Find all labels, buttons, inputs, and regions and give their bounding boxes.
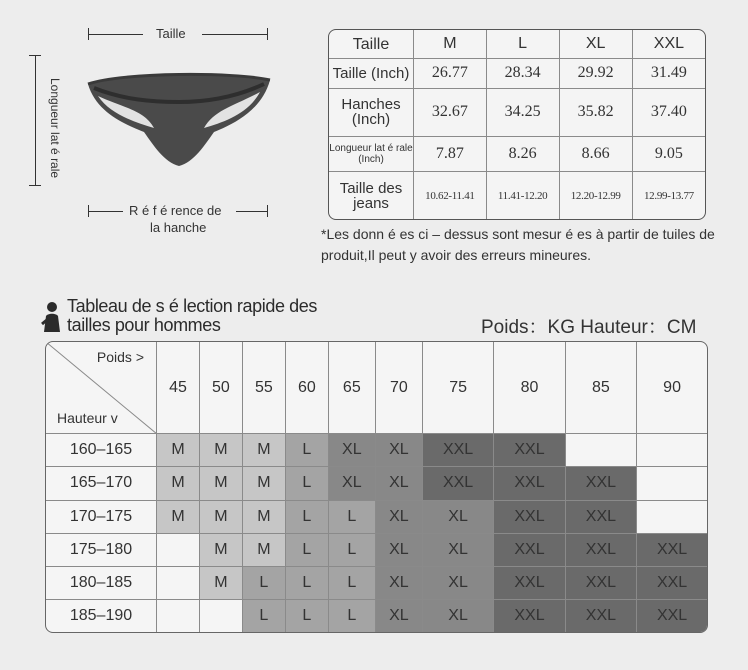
size-recommendation-cell: L xyxy=(285,600,328,632)
height-row xyxy=(46,533,707,566)
height-row xyxy=(46,467,707,500)
hip-dimension-line-left xyxy=(88,211,123,212)
size-recommendation-cell: XXL xyxy=(637,566,707,599)
size-recommendation-cell: M xyxy=(199,533,242,566)
size-table xyxy=(328,29,706,220)
hip-label-line2: la hanche xyxy=(150,220,207,235)
size-header-cell: XL xyxy=(559,30,632,59)
size-recommendation-cell: M xyxy=(199,500,242,533)
size-recommendation-cell: XL xyxy=(375,600,422,632)
size-row-label: Taille des jeans xyxy=(329,172,414,219)
size-recommendation-cell: M xyxy=(199,467,242,500)
size-recommendation-cell: XXL xyxy=(565,566,636,599)
size-recommendation-cell xyxy=(157,533,200,566)
size-recommendation-cell: XL xyxy=(422,566,493,599)
size-value-cell: 12.99-13.77 xyxy=(632,172,705,219)
size-recommendation-cell: XL xyxy=(375,533,422,566)
weight-header-cell: 60 xyxy=(285,342,328,434)
side-dimension-line xyxy=(35,55,36,186)
units-label: Poids：KG Hauteur：CM xyxy=(481,317,697,338)
size-value-cell: 37.40 xyxy=(632,88,705,136)
size-recommendation-cell: L xyxy=(285,467,328,500)
size-recommendation-cell: L xyxy=(242,600,285,632)
briefs-illustration xyxy=(84,62,274,172)
size-value-cell: 35.82 xyxy=(559,88,632,136)
size-recommendation-cell: XL xyxy=(328,434,375,467)
height-label-cell: 170–175 xyxy=(46,500,157,533)
size-recommendation-cell: M xyxy=(199,434,242,467)
size-recommendation-cell: L xyxy=(328,600,375,632)
size-value-cell: 34.25 xyxy=(486,88,559,136)
height-label-cell: 160–165 xyxy=(46,434,157,467)
side-length-label: Longueur lat é rale xyxy=(48,78,62,179)
size-recommendation-cell: XL xyxy=(375,566,422,599)
size-recommendation-cell xyxy=(565,434,636,467)
size-value-cell: 7.87 xyxy=(414,136,487,172)
size-recommendation-cell: M xyxy=(157,500,200,533)
weight-header-cell: 75 xyxy=(422,342,493,434)
height-label-cell: 165–170 xyxy=(46,467,157,500)
size-recommendation-cell: XXL xyxy=(565,533,636,566)
size-recommendation-cell: XXL xyxy=(494,500,565,533)
size-recommendation-cell: XXL xyxy=(422,434,493,467)
height-axis-label: Hauteur v xyxy=(57,410,118,427)
size-header-cell: M xyxy=(414,30,487,59)
weight-header-cell: 55 xyxy=(242,342,285,434)
size-recommendation-cell: XXL xyxy=(565,500,636,533)
size-table-row xyxy=(329,172,705,219)
height-label-cell: 185–190 xyxy=(46,600,157,632)
corner-cell xyxy=(46,342,157,434)
size-header-cell: L xyxy=(486,30,559,59)
size-recommendation-cell: XL xyxy=(422,533,493,566)
waist-dimension-line-left xyxy=(88,34,143,35)
size-table-header-row xyxy=(329,30,705,59)
weight-header-row xyxy=(46,342,707,434)
size-recommendation-cell xyxy=(199,600,242,632)
size-recommendation-cell: M xyxy=(199,566,242,599)
size-row-label: Hanches (Inch) xyxy=(329,88,414,136)
size-recommendation-cell: XL xyxy=(375,500,422,533)
quick-select-title-line1: Tableau de s é lection rapide des xyxy=(67,296,317,316)
size-recommendation-cell: XL xyxy=(422,600,493,632)
size-recommendation-cell: XL xyxy=(375,434,422,467)
height-row xyxy=(46,500,707,533)
size-recommendation-cell: XXL xyxy=(494,533,565,566)
size-value-cell: 8.66 xyxy=(559,136,632,172)
quick-select-table xyxy=(46,342,707,632)
hip-label-line1: R é f é rence de xyxy=(129,203,222,218)
size-value-cell: 10.62-11.41 xyxy=(414,172,487,219)
height-row xyxy=(46,600,707,632)
size-recommendation-cell: M xyxy=(157,467,200,500)
size-recommendation-cell: L xyxy=(285,566,328,599)
size-recommendation-cell: L xyxy=(285,434,328,467)
size-table-row xyxy=(329,59,705,88)
size-recommendation-cell: XXL xyxy=(494,600,565,632)
weight-header-cell: 65 xyxy=(328,342,375,434)
size-header-cell: Taille xyxy=(329,30,414,59)
size-table-row xyxy=(329,88,705,136)
size-recommendation-cell: XXL xyxy=(422,467,493,500)
height-label-cell: 175–180 xyxy=(46,533,157,566)
height-row xyxy=(46,566,707,599)
size-value-cell: 29.92 xyxy=(559,59,632,88)
size-recommendation-cell: L xyxy=(285,533,328,566)
waist-dimension-tick-right xyxy=(267,28,268,40)
size-value-cell: 12.20-12.99 xyxy=(559,172,632,219)
quick-select-title-line2: tailles pour hommes xyxy=(67,315,221,335)
weight-header-cell: 85 xyxy=(565,342,636,434)
size-value-cell: 9.05 xyxy=(632,136,705,172)
waist-dimension-line-right xyxy=(202,34,267,35)
size-recommendation-cell xyxy=(637,500,707,533)
size-recommendation-cell: M xyxy=(242,533,285,566)
measurement-note: *Les donn é es ci – dessus sont mesur é es à partir de tuiles de produit,Il peut y avoir des erreurs mineures. xyxy=(321,226,715,263)
size-recommendation-cell: L xyxy=(328,533,375,566)
height-label-cell: 180–185 xyxy=(46,566,157,599)
size-recommendation-cell: M xyxy=(242,467,285,500)
size-recommendation-cell: L xyxy=(285,500,328,533)
size-recommendation-cell: XXL xyxy=(494,467,565,500)
size-recommendation-cell: L xyxy=(328,566,375,599)
size-recommendation-cell: M xyxy=(157,434,200,467)
size-recommendation-cell xyxy=(637,467,707,500)
size-row-label: Longueur lat é rale (Inch) xyxy=(329,136,414,172)
hip-dimension-line-right xyxy=(236,211,267,212)
size-value-cell: 28.34 xyxy=(486,59,559,88)
waist-label: Taille xyxy=(156,26,186,41)
size-recommendation-cell: M xyxy=(242,434,285,467)
size-value-cell: 8.26 xyxy=(486,136,559,172)
size-recommendation-cell xyxy=(637,434,707,467)
size-row-label: Taille (Inch) xyxy=(329,59,414,88)
size-recommendation-cell: M xyxy=(242,500,285,533)
height-row xyxy=(46,434,707,467)
size-recommendation-cell: XXL xyxy=(637,600,707,632)
weight-header-cell: 70 xyxy=(375,342,422,434)
weight-header-cell: 80 xyxy=(494,342,565,434)
weight-header-cell: 50 xyxy=(199,342,242,434)
size-recommendation-cell: XL xyxy=(422,500,493,533)
size-recommendation-cell: L xyxy=(242,566,285,599)
hip-dimension-tick-right xyxy=(267,205,268,217)
size-recommendation-cell: XXL xyxy=(565,467,636,500)
quick-select-title xyxy=(67,297,317,335)
side-dimension-tick-bottom xyxy=(29,185,41,186)
size-value-cell: 31.49 xyxy=(632,59,705,88)
size-recommendation-cell: XXL xyxy=(565,600,636,632)
size-header-cell: XXL xyxy=(632,30,705,59)
weight-axis-label: Poids > xyxy=(96,349,144,365)
size-recommendation-cell: L xyxy=(328,500,375,533)
size-recommendation-cell: XL xyxy=(328,467,375,500)
size-recommendation-cell: XXL xyxy=(494,566,565,599)
weight-header-cell: 90 xyxy=(637,342,707,434)
size-recommendation-cell: XXL xyxy=(637,533,707,566)
size-value-cell: 26.77 xyxy=(414,59,487,88)
size-value-cell: 32.67 xyxy=(414,88,487,136)
size-table-row xyxy=(329,136,705,172)
size-value-cell: 11.41-12.20 xyxy=(486,172,559,219)
size-recommendation-cell: XXL xyxy=(494,434,565,467)
size-recommendation-cell xyxy=(157,600,200,632)
quick-select-grid xyxy=(45,341,708,633)
person-icon xyxy=(40,300,64,334)
size-recommendation-cell: XL xyxy=(375,467,422,500)
weight-header-cell: 45 xyxy=(157,342,200,434)
size-recommendation-cell xyxy=(157,566,200,599)
